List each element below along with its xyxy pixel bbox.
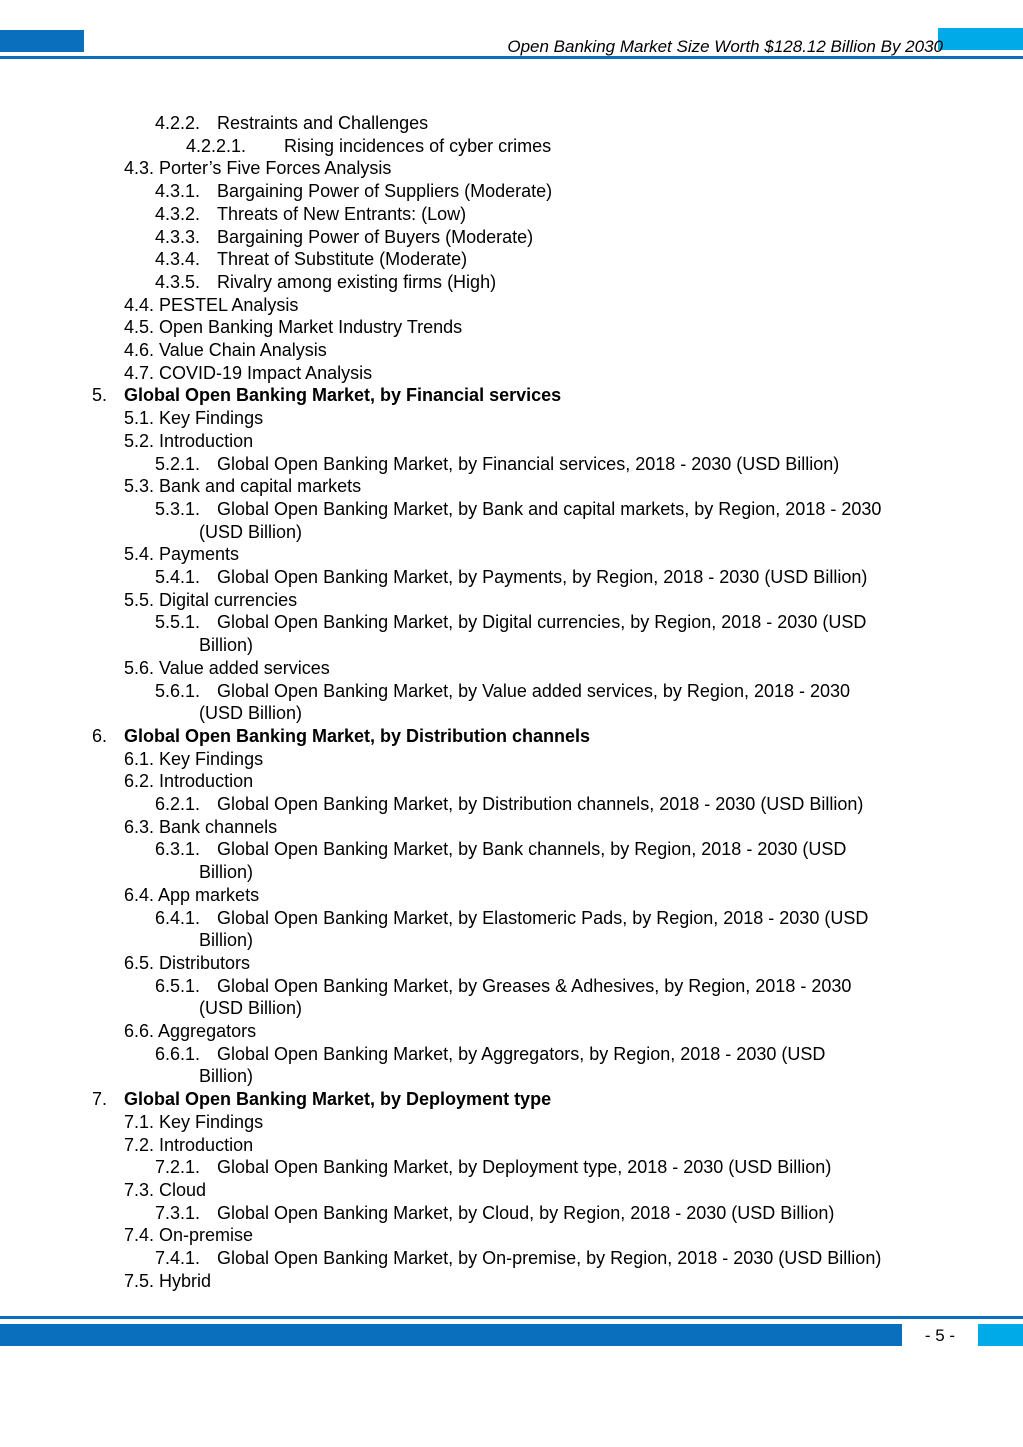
toc-text-continued: Billion) — [199, 1066, 254, 1087]
toc-entry — [124, 407, 263, 430]
toc-number: 5. — [92, 385, 108, 406]
toc-text: 5.5. Digital currencies — [124, 589, 298, 610]
toc-text: Rivalry among existing firms (High) — [217, 271, 497, 292]
toc-text: 5.4. Payments — [124, 544, 240, 565]
toc-text-continued: Billion) — [199, 862, 254, 883]
toc-entry — [155, 1202, 834, 1225]
toc-text: Global Open Banking Market, by Financial services, 2018 - 2030 (USD Billion) — [217, 453, 840, 474]
toc-entry — [124, 952, 250, 975]
toc-text: 5.1. Key Findings — [124, 408, 264, 429]
toc-entry — [155, 226, 533, 249]
toc-entry — [155, 1247, 881, 1270]
toc-number: 4.3.4. — [155, 249, 201, 270]
toc-text: Global Open Banking Market, by Cloud, by Region, 2018 - 2030 (USD Billion) — [217, 1202, 835, 1223]
toc-entry — [124, 157, 391, 180]
header-left-bar — [0, 30, 84, 52]
toc-number: 4.2.2. — [155, 113, 201, 133]
toc-text: Global Open Banking Market, by Deployment type — [124, 1089, 552, 1110]
toc-entry — [155, 498, 930, 543]
toc-entry — [124, 362, 372, 385]
toc-text: 7.3. Cloud — [124, 1179, 207, 1200]
toc-text: 6.1. Key Findings — [124, 748, 264, 769]
toc-entry — [124, 1270, 211, 1293]
toc-text: Global Open Banking Market, by Bank and capital markets, by Region, 2018 - 2030 — [217, 498, 882, 519]
toc-text: 7.1. Key Findings — [124, 1111, 264, 1132]
toc-entry — [155, 112, 428, 135]
toc-entry — [155, 566, 867, 589]
toc-text: Bargaining Power of Suppliers (Moderate) — [217, 181, 553, 202]
toc-entry — [155, 680, 930, 725]
toc-text: Restraints and Challenges — [217, 113, 429, 133]
toc-number: 4.2.2.1. — [186, 135, 247, 156]
toc-text-continued: (USD Billion) — [199, 703, 303, 724]
toc-text: 5.2. Introduction — [124, 430, 254, 451]
toc-entry — [155, 611, 930, 656]
toc-entry — [124, 589, 297, 612]
toc-text: 6.2. Introduction — [124, 771, 254, 792]
toc-entry — [155, 271, 496, 294]
toc-entry — [124, 1224, 253, 1247]
toc-text: 4.4. PESTEL Analysis — [124, 294, 299, 315]
toc-text: 7.4. On-premise — [124, 1225, 254, 1246]
toc-entry — [155, 838, 930, 883]
toc-number: 4.3.5. — [155, 271, 201, 292]
toc-text: 5.6. Value added services — [124, 657, 330, 678]
toc-number: 6.5.1. — [155, 975, 201, 996]
toc-number: 5.4.1. — [155, 567, 201, 587]
toc-text: 7.2. Introduction — [124, 1134, 254, 1155]
header-divider — [0, 56, 1023, 59]
header-title: Open Banking Market Size Worth $128.12 Billion By 2030 — [507, 37, 943, 56]
toc-entry — [124, 1020, 256, 1043]
toc-entry — [155, 1043, 930, 1088]
page-number: - 5 - — [924, 1326, 956, 1345]
toc-entry — [155, 1156, 831, 1179]
toc-text: 4.3. Porter’s Five Forces Analysis — [124, 158, 392, 179]
toc-number: 5.5.1. — [155, 612, 201, 633]
toc-text: Global Open Banking Market, by On-premise, by Region, 2018 - 2030 (USD Billion) — [217, 1248, 882, 1268]
toc-entry — [124, 294, 298, 317]
toc-chapter — [92, 725, 590, 748]
toc-text: 4.7. COVID-19 Impact Analysis — [124, 362, 373, 383]
toc-number: 4.3.1. — [155, 181, 201, 202]
toc-text: Global Open Banking Market, by Aggregators, by Region, 2018 - 2030 (USD — [217, 1043, 826, 1064]
toc-entry — [124, 543, 239, 566]
toc-text: Global Open Banking Market, by Value added services, by Region, 2018 - 2030 — [217, 680, 851, 701]
footer-divider — [0, 1316, 1023, 1319]
toc-entry — [124, 748, 263, 771]
toc-number: 4.3.2. — [155, 203, 201, 224]
toc-entry — [124, 657, 330, 680]
toc-entry — [124, 430, 253, 453]
toc-chapter — [92, 1088, 551, 1111]
toc-text: Global Open Banking Market, by Financial services — [124, 385, 562, 406]
toc-text: Global Open Banking Market, by Distribution channels, 2018 - 2030 (USD Billion) — [217, 794, 864, 814]
toc-text: 4.5. Open Banking Market Industry Trends — [124, 317, 463, 338]
toc-entry — [155, 907, 930, 952]
toc-number: 7. — [92, 1089, 108, 1110]
toc-entry — [124, 816, 277, 839]
toc-entry — [124, 1179, 206, 1202]
toc-text-continued: (USD Billion) — [199, 521, 303, 542]
toc-entry — [124, 1111, 263, 1134]
toc-number: 6.4.1. — [155, 907, 201, 928]
toc-entry — [124, 1134, 253, 1157]
toc-text: 4.6. Value Chain Analysis — [124, 340, 327, 360]
toc-text: 6.4. App markets — [124, 884, 260, 905]
toc-text: Global Open Banking Market, by Distribution channels — [124, 725, 591, 746]
toc-text: Global Open Banking Market, by Greases & Adhesives, by Region, 2018 - 2030 — [217, 975, 852, 996]
toc-entry — [124, 316, 462, 339]
toc-text: 7.5. Hybrid — [124, 1270, 212, 1291]
toc-entry — [155, 203, 466, 226]
toc-entry — [155, 453, 839, 476]
toc-number: 5.6.1. — [155, 680, 201, 701]
toc-entry — [124, 475, 361, 498]
toc-entry — [155, 975, 930, 1020]
toc-chapter — [92, 384, 561, 407]
toc-text: Global Open Banking Market, by Payments, by Region, 2018 - 2030 (USD Billion) — [217, 567, 868, 587]
toc-number: 6.3.1. — [155, 839, 201, 860]
toc-entry — [124, 339, 327, 362]
toc-text: Global Open Banking Market, by Elastomeric Pads, by Region, 2018 - 2030 (USD — [217, 907, 869, 928]
toc-text: Global Open Banking Market, by Deployment type, 2018 - 2030 (USD Billion) — [217, 1157, 832, 1178]
toc-number: 6.2.1. — [155, 794, 201, 814]
toc-text: Bargaining Power of Buyers (Moderate) — [217, 226, 534, 247]
toc-text-continued: (USD Billion) — [199, 998, 303, 1019]
toc-text: Threats of New Entrants: (Low) — [217, 203, 467, 224]
toc-text: 6.6. Aggregators — [124, 1021, 257, 1041]
toc-text: 6.5. Distributors — [124, 952, 251, 973]
toc-entry — [124, 770, 253, 793]
toc-text: 5.3. Bank and capital markets — [124, 476, 362, 497]
toc-number: 5.2.1. — [155, 453, 201, 474]
toc-text: Global Open Banking Market, by Bank channels, by Region, 2018 - 2030 (USD — [217, 839, 847, 860]
toc-entry — [155, 180, 552, 203]
toc-number: 4.3.3. — [155, 226, 201, 247]
toc-entry — [124, 884, 259, 907]
toc-number: 5.3.1. — [155, 498, 201, 519]
toc-number: 6. — [92, 725, 108, 746]
toc-text: Threat of Substitute (Moderate) — [217, 249, 468, 270]
toc-text-continued: Billion) — [199, 930, 254, 951]
toc-text-continued: Billion) — [199, 635, 254, 656]
toc-entry — [155, 793, 863, 816]
toc-number: 7.4.1. — [155, 1248, 201, 1268]
toc-entry — [186, 135, 551, 158]
toc-number: 7.3.1. — [155, 1202, 201, 1223]
toc-entry — [155, 248, 467, 271]
toc-number: 7.2.1. — [155, 1157, 201, 1178]
toc-text: Global Open Banking Market, by Digital currencies, by Region, 2018 - 2030 (USD — [217, 612, 867, 633]
header-right-bar — [938, 28, 1023, 50]
footer-right-bar — [978, 1324, 1023, 1346]
toc-number: 6.6.1. — [155, 1043, 201, 1064]
footer-left-bar — [0, 1324, 902, 1346]
toc-text: Rising incidences of cyber crimes — [284, 135, 552, 156]
toc-text: 6.3. Bank channels — [124, 816, 278, 837]
